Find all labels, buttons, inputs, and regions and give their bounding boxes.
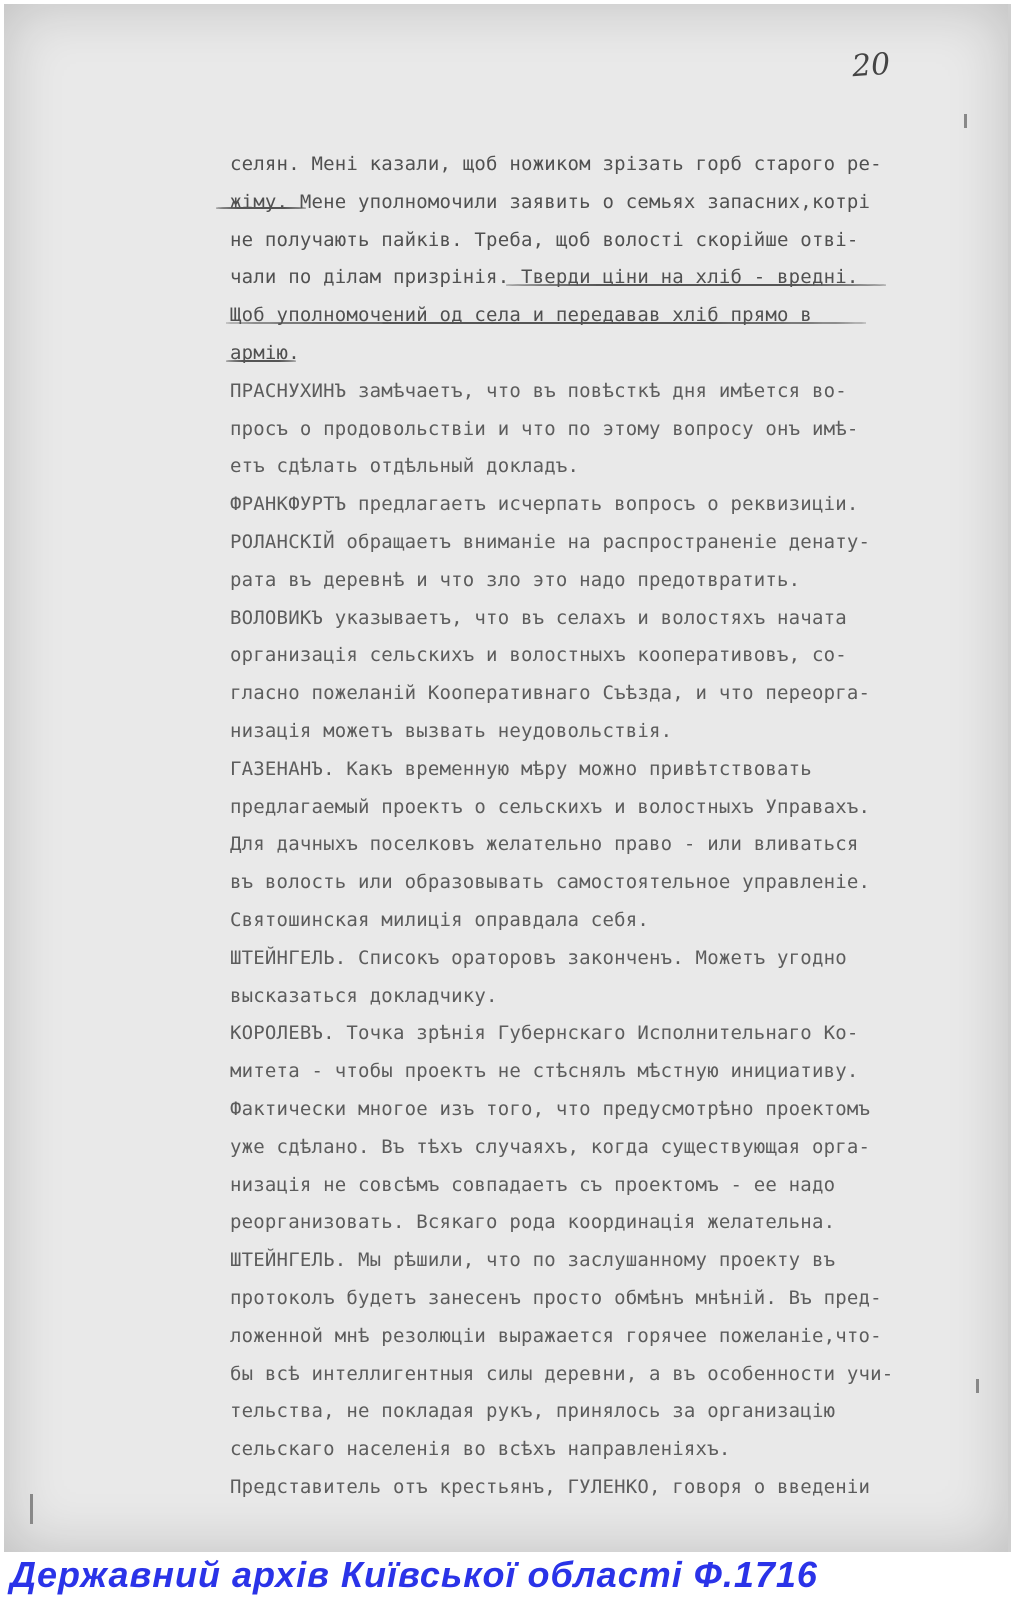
text-line: КОРОЛЕВЪ. Точка зрѣнія Губернскаго Исполнительнаго Ко- bbox=[230, 1022, 859, 1045]
text-line: ПРАСНУХИНЪ замѣчаетъ, что въ повѣсткѣ дня имѣется во- bbox=[230, 379, 847, 402]
text-line: тельства, не покладая рукъ, принялось за организацію bbox=[230, 1400, 836, 1423]
text-line: низація можетъ вызвать неудовольствія. bbox=[230, 719, 673, 742]
text-line: высказаться докладчику. bbox=[230, 984, 498, 1007]
text-line: ВОЛОВИКЪ указываетъ, что въ селахъ и волостяхъ начата bbox=[230, 606, 847, 629]
text-line: етъ сдѣлать отдѣльный докладъ. bbox=[230, 455, 580, 478]
pencil-underline bbox=[226, 360, 296, 362]
text-line: ФРАНКФУРТЪ предлагаетъ исчерпать вопросъ о реквизиціи. bbox=[230, 493, 859, 516]
text-line: предлагаемый проектъ о сельскихъ и волостныхъ Управахъ. bbox=[230, 795, 871, 818]
document-page bbox=[4, 4, 1011, 1552]
text-line: гласно пожеланій Кооперативнаго Съѣзда, и что переорга- bbox=[230, 682, 871, 705]
text-line: жіму. Мене уполномочили заявить о семьях запасних,котрі bbox=[230, 190, 871, 213]
text-line: ложенной мнѣ резолюціи выражается горячее пожеланіе,что- bbox=[230, 1324, 882, 1347]
text-line: митета - чтобы проектъ не стѣснялъ мѣстную инициативу. bbox=[230, 1060, 859, 1083]
text-line: Щоб уполномочений од села и передавав хліб прямо в bbox=[230, 304, 812, 327]
text-line: ГАЗЕНАНЪ. Какъ временную мѣру можно привѣтствовать bbox=[230, 757, 812, 780]
margin-tick bbox=[964, 114, 967, 128]
text-line: ШТЕЙНГЕЛЬ. Мы рѣшили, что по заслушанному проекту въ bbox=[230, 1249, 836, 1272]
text-line: чали по ділам призрінія. Тверди ціни на хліб - вредні. bbox=[230, 266, 859, 289]
text-line: сельскаго населенія во всѣхъ направленіяхъ. bbox=[230, 1438, 731, 1461]
text-line: реорганизовать. Всякаго рода координація желательна. bbox=[230, 1211, 836, 1234]
pencil-underline bbox=[506, 284, 886, 286]
text-line: низація не совсѣмъ совпадаетъ съ проектомъ - ее надо bbox=[230, 1173, 836, 1196]
text-line: Представитель отъ крестьянъ, ГУЛЕНКО, говоря о введеніи bbox=[230, 1475, 871, 1498]
archive-watermark bbox=[0, 1552, 1024, 1607]
pencil-underline bbox=[216, 207, 306, 209]
text-line: въ волость или образовывать самостоятельное управленіе. bbox=[230, 871, 871, 894]
text-line: армію. bbox=[230, 341, 300, 364]
text-line: селян. Мені казали, щоб ножиком зрізать горб старого ре- bbox=[230, 153, 882, 175]
text-line: Фактически многое изъ того, что предусмотрѣно проектомъ bbox=[230, 1097, 871, 1120]
text-line: бы всѣ интеллигентныя силы деревни, а въ особенности учи- bbox=[230, 1362, 894, 1385]
page-number: 20 bbox=[850, 46, 892, 85]
text-line: организація сельскихъ и волостныхъ кооперативовъ, со- bbox=[230, 644, 847, 667]
text-line: Святошинская милиція оправдала себя. bbox=[230, 908, 650, 931]
text-line: уже сдѣлано. Въ тѣхъ случаяхъ, когда существующая орга- bbox=[230, 1135, 871, 1158]
typed-text-block bbox=[230, 146, 930, 1507]
text-line: ШТЕЙНГЕЛЬ. Списокъ ораторовъ законченъ. Можетъ угодно bbox=[230, 946, 847, 969]
margin-tick bbox=[976, 1379, 979, 1393]
archive-caption-text: Державний архів Київської області Ф.1716 bbox=[10, 1554, 818, 1595]
text-line: РОЛАНСКІЙ обращаетъ вниманіе на распространеніе денату- bbox=[230, 530, 871, 553]
text-line: протоколъ будетъ занесенъ просто обмѣнъ мнѣній. Въ пред- bbox=[230, 1286, 882, 1309]
text-line: рата въ деревнѣ и что зло это надо предотвратить. bbox=[230, 568, 801, 591]
text-line: Для дачныхъ поселковъ желательно право - или вливаться bbox=[230, 833, 859, 856]
pencil-underline bbox=[226, 322, 866, 324]
text-line: просъ о продовольствіи и что по этому вопросу онъ имѣ- bbox=[230, 417, 859, 440]
text-line: не получають пайків. Треба, щоб волості скорійше отві- bbox=[230, 228, 859, 251]
margin-tick bbox=[30, 1494, 33, 1524]
